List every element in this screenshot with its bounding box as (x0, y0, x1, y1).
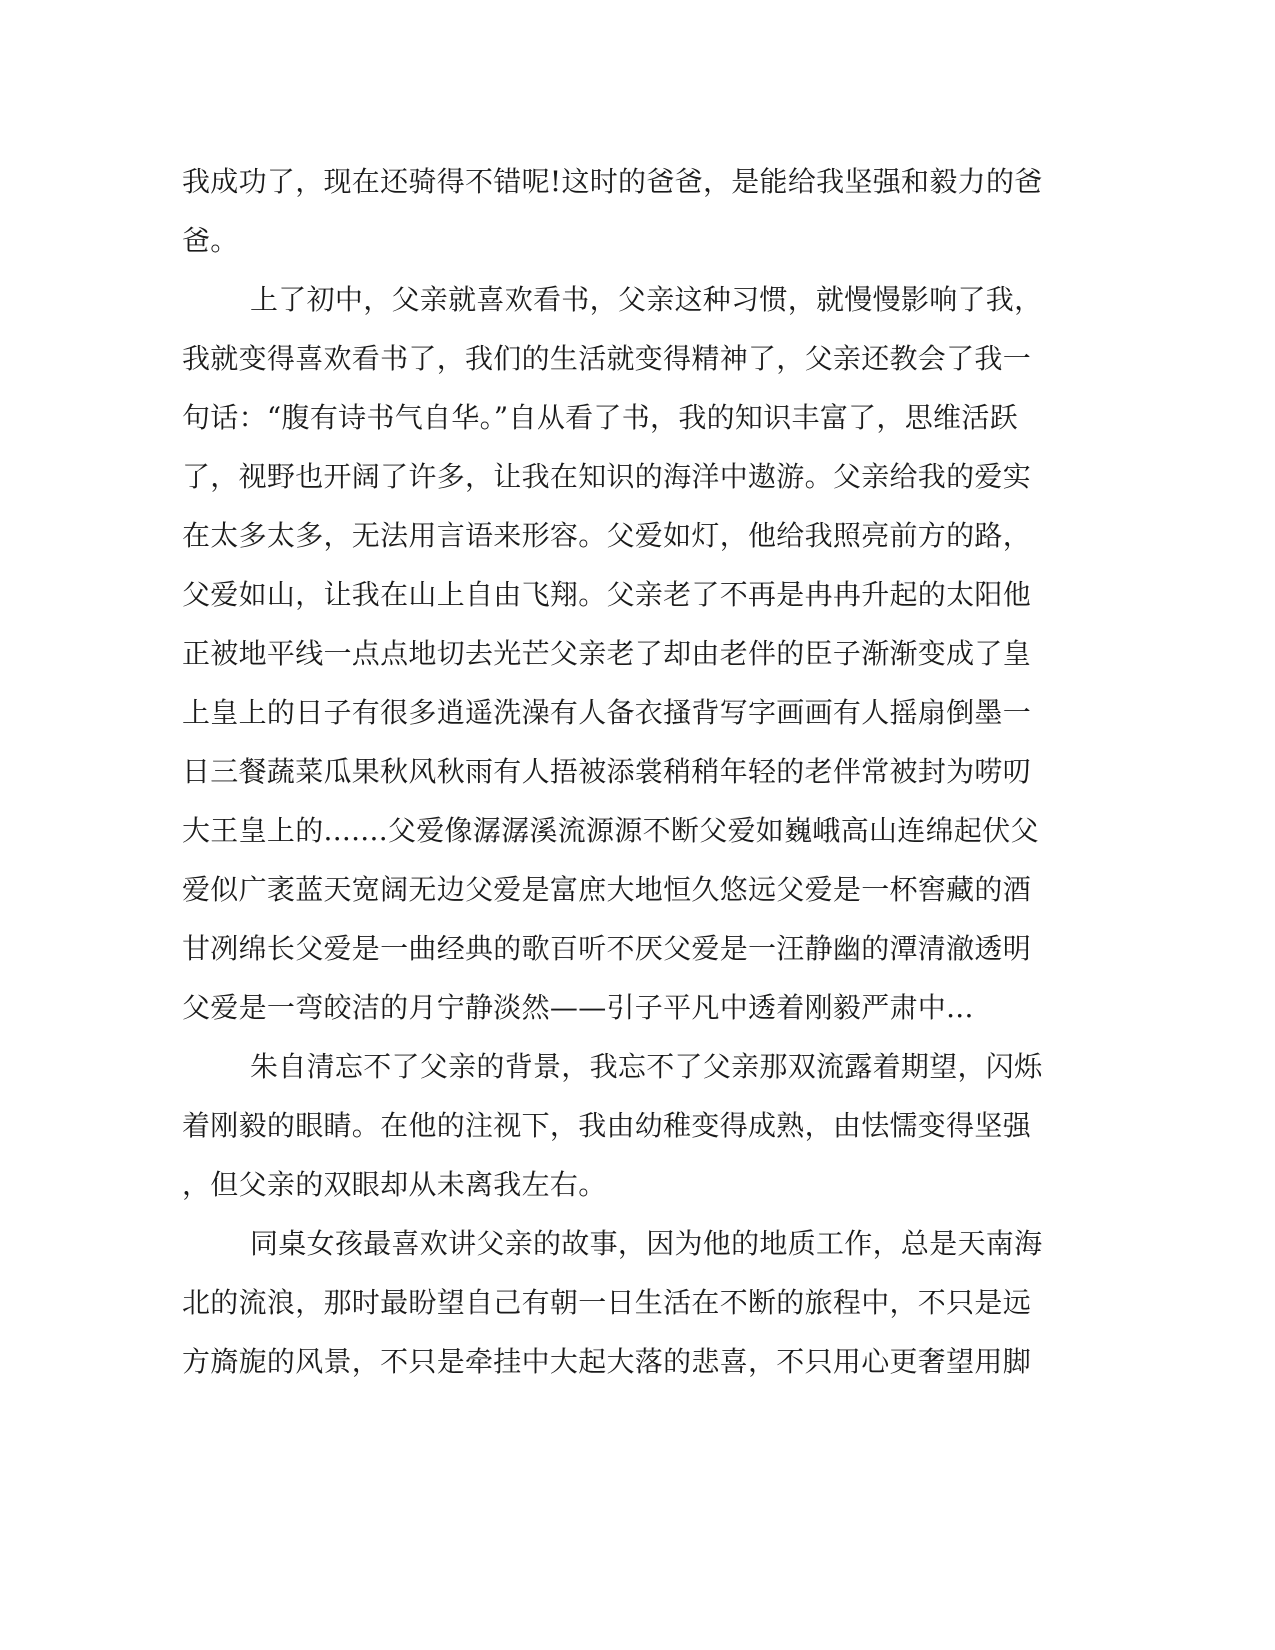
text-line: 爸。 (182, 224, 239, 257)
text-line: 爱似广袤蓝天宽阔无边父爱是富庶大地恒久悠远父爱是一杯窖藏的酒 (182, 873, 1032, 906)
text-line: 着刚毅的眼睛。在他的注视下，我由幼稚变得成熟，由怯懦变得坚强 (182, 1109, 1032, 1142)
text-line: 正被地平线一点点地切去光芒父亲老了却由老伴的臣子渐渐变成了皇 (182, 637, 1032, 670)
text-line: 甘冽绵长父爱是一曲经典的歌百听不厌父爱是一汪静幽的潭清澈透明 (182, 932, 1032, 965)
text-line: 方旖旎的风景，不只是牵挂中大起大落的悲喜，不只用心更奢望用脚 (182, 1345, 1032, 1378)
text-line: 上皇上的日子有很多逍遥洗澡有人备衣搔背写字画画有人摇扇倒墨一 (182, 696, 1032, 729)
paragraph-start-line: 朱自清忘不了父亲的背景，我忘不了父亲那双流露着期望，闪烁 (250, 1050, 1043, 1083)
text-line: 父爱是一弯皎洁的月宁静淡然——引子平凡中透着刚毅严肃中... (182, 991, 974, 1024)
text-line: 我成功了，现在还骑得不错呢!这时的爸爸，是能给我坚强和毅力的爸 (182, 165, 1043, 198)
body-text (182, 152, 1043, 1391)
text-line: 句话：“腹有诗书气自华。”自从看了书，我的知识丰富了，思维活跃 (182, 401, 1018, 434)
paragraph-start-line: 上了初中，父亲就喜欢看书，父亲这种习惯，就慢慢影响了我， (250, 283, 1043, 316)
text-line: 父爱如山，让我在山上自由飞翔。父亲老了不再是冉冉升起的太阳他 (182, 578, 1032, 611)
text-line: 我就变得喜欢看书了，我们的生活就变得精神了，父亲还教会了我一 (182, 342, 1032, 375)
text-line: 在太多太多，无法用言语来形容。父爱如灯，他给我照亮前方的路， (182, 519, 1032, 552)
text-line: 日三餐蔬菜瓜果秋风秋雨有人捂被添裳稍稍年轻的老伴常被封为唠叨 (182, 755, 1032, 788)
paragraph-start-line: 同桌女孩最喜欢讲父亲的故事，因为他的地质工作，总是天南海 (250, 1227, 1043, 1260)
text-line: 北的流浪，那时最盼望自己有朝一日生活在不断的旅程中，不只是远 (182, 1286, 1032, 1319)
text-line: ，但父亲的双眼却从未离我左右。 (182, 1168, 607, 1201)
text-line: 大王皇上的.......父爱像潺潺溪流源源不断父爱如巍峨高山连绵起伏父 (182, 814, 1039, 847)
text-line: 了，视野也开阔了许多，让我在知识的海洋中遨游。父亲给我的爱实 (182, 460, 1032, 493)
